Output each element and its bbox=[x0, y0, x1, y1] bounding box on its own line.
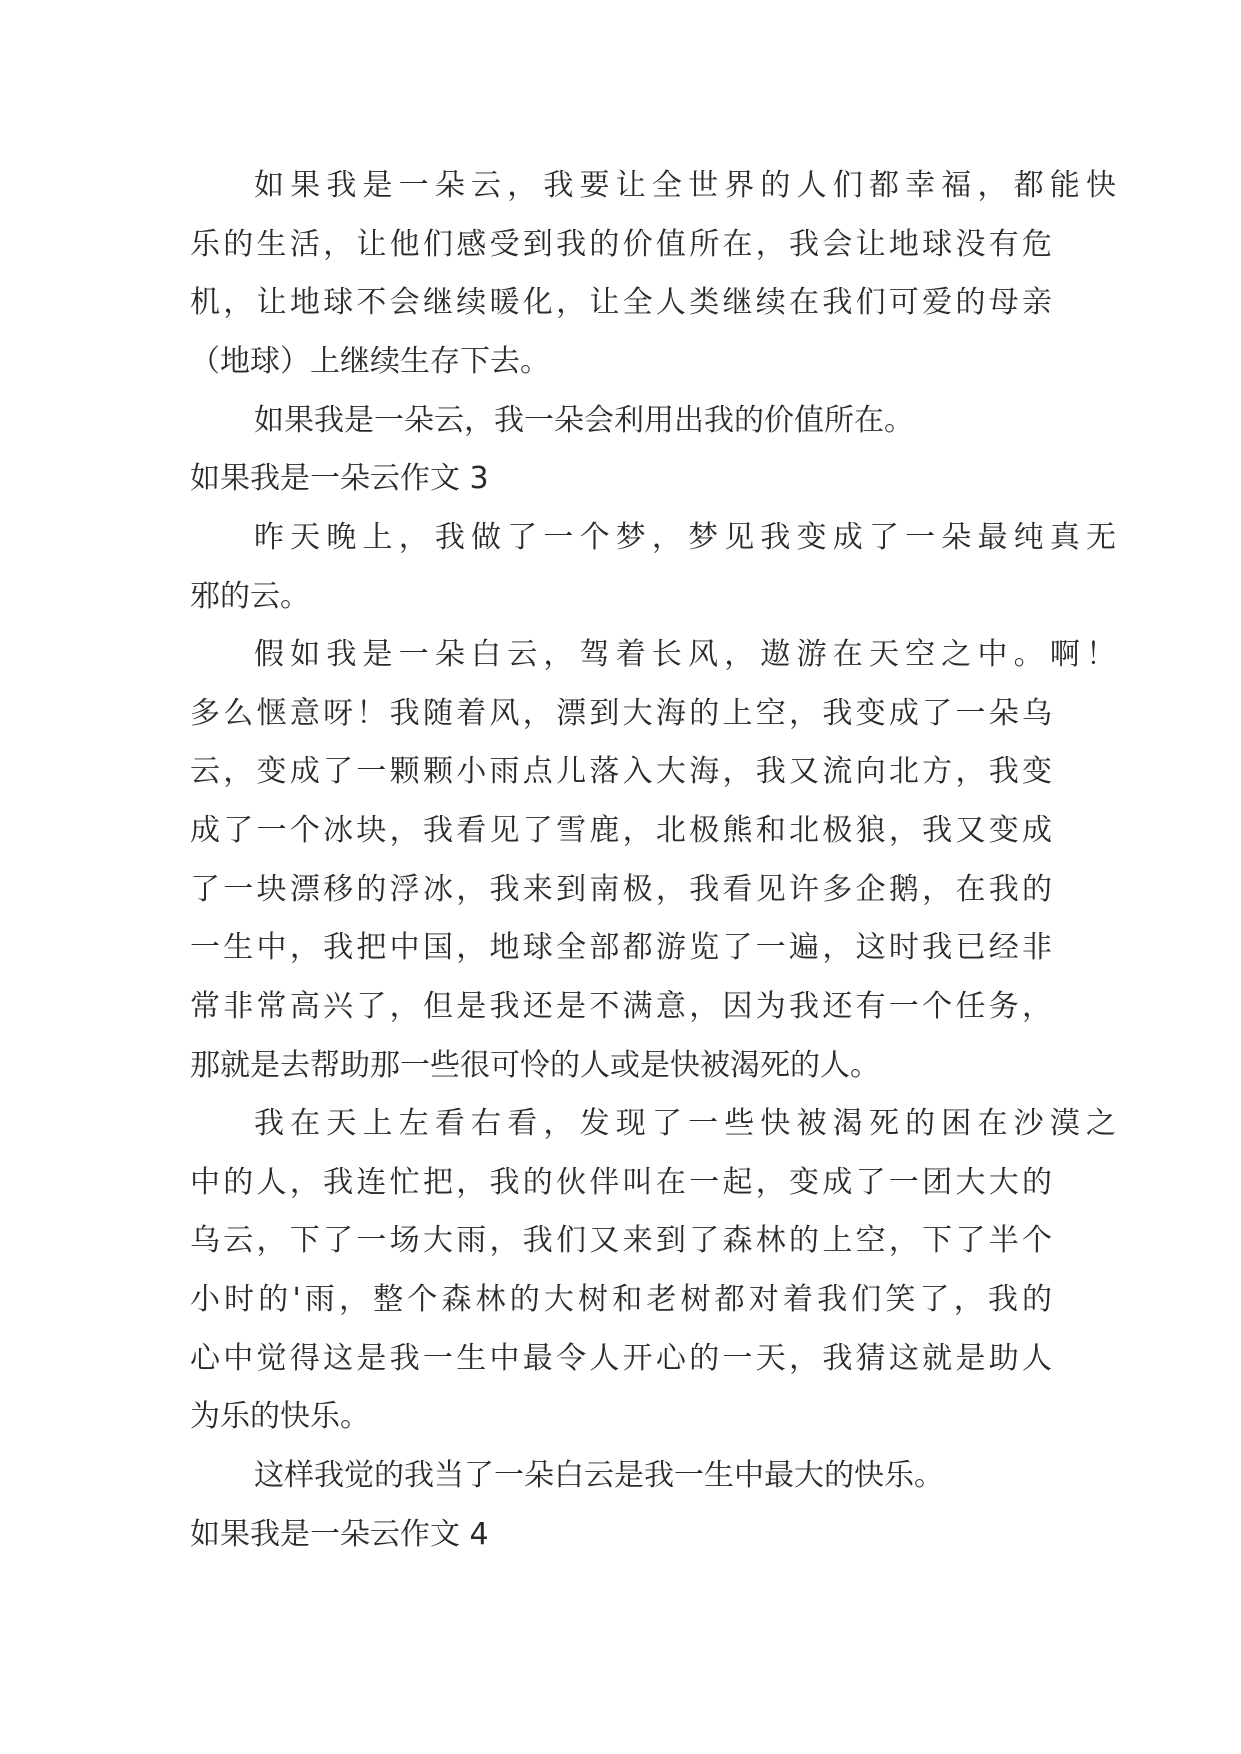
section-heading: 如果我是一朵云作文 4 bbox=[190, 1517, 489, 1552]
text-line: 中的人，我连忙把，我的伙伴叫在一起，变成了一团大大的 bbox=[190, 1165, 1052, 1200]
text-line: 多么惬意呀！我随着风，漂到大海的上空，我变成了一朵乌 bbox=[190, 696, 1052, 731]
text-line: 成了一个冰块，我看见了雪鹿，北极熊和北极狼，我又变成 bbox=[190, 813, 1052, 848]
text-line: 为乐的快乐。 bbox=[190, 1399, 370, 1434]
text-line: 邪的云。 bbox=[190, 579, 310, 614]
text-line: 如果我是一朵云，我要让全世界的人们都幸福，都能快 bbox=[254, 168, 1116, 203]
text-line: 小时的'雨，整个森林的大树和老树都对着我们笑了，我的 bbox=[190, 1282, 1052, 1317]
text-line: 假如我是一朵白云，驾着长风，遨游在天空之中。啊！ bbox=[254, 637, 1116, 672]
text-line: 机，让地球不会继续暖化，让全人类继续在我们可爱的母亲 bbox=[190, 285, 1052, 320]
section-heading: 如果我是一朵云作文 3 bbox=[190, 461, 489, 496]
text-line: 心中觉得这是我一生中最令人开心的一天，我猜这就是助人 bbox=[190, 1341, 1052, 1376]
text-line: 那就是去帮助那一些很可怜的人或是快被渴死的人。 bbox=[190, 1048, 880, 1083]
text-line: （地球）上继续生存下去。 bbox=[190, 344, 550, 379]
text-line: 一生中，我把中国，地球全部都游览了一遍，这时我已经非 bbox=[190, 930, 1052, 965]
text-line: 云，变成了一颗颗小雨点儿落入大海，我又流向北方，我变 bbox=[190, 754, 1052, 789]
text-line: 这样我觉的我当了一朵白云是我一生中最大的快乐。 bbox=[254, 1458, 944, 1493]
text-line: 常非常高兴了，但是我还是不满意，因为我还有一个任务， bbox=[190, 989, 1052, 1024]
text-line: 乌云，下了一场大雨，我们又来到了森林的上空，下了半个 bbox=[190, 1223, 1052, 1258]
text-line: 了一块漂移的浮冰，我来到南极，我看见许多企鹅，在我的 bbox=[190, 872, 1052, 907]
text-line: 如果我是一朵云，我一朵会利用出我的价值所在。 bbox=[254, 403, 914, 438]
text-line: 我在天上左看右看，发现了一些快被渴死的困在沙漠之 bbox=[254, 1106, 1116, 1141]
text-line: 昨天晚上，我做了一个梦，梦见我变成了一朵最纯真无 bbox=[254, 520, 1116, 555]
text-line: 乐的生活，让他们感受到我的价值所在，我会让地球没有危 bbox=[190, 227, 1052, 262]
